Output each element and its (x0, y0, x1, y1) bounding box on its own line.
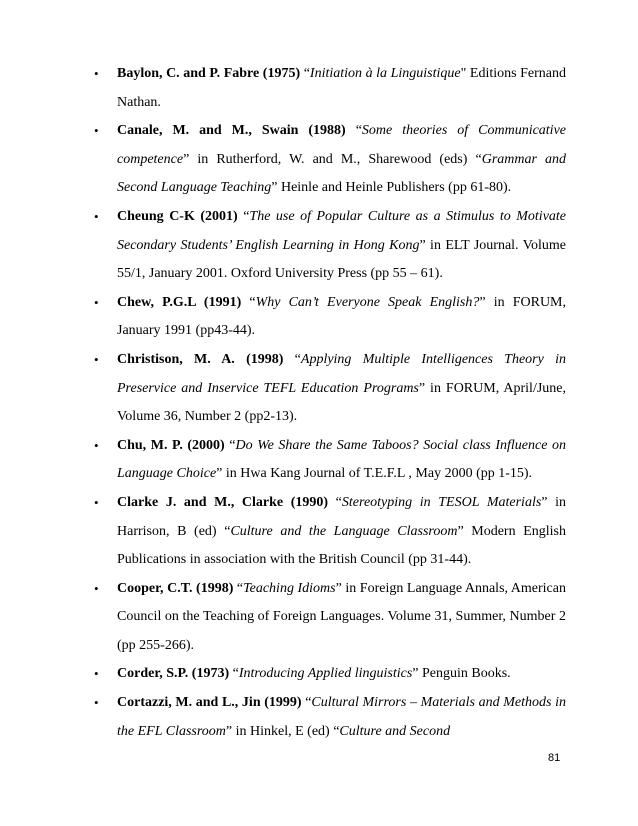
reference-text: ” in Rutherford, W. and M., Sharewood (eds) “ (183, 151, 482, 167)
bullet-icon: • (94, 351, 99, 367)
reference-title: Applying Multiple Intelligences Theory in Preservice and Inservice TEFL Education Programs (117, 351, 566, 396)
reference-title: Do We Share the Same Taboos? Social class Influence on Language Choice (117, 437, 566, 482)
reference-title: Some theories of Communicative competence (117, 123, 567, 167)
reference-text: ” Heinle and Heinle Publishers (pp 61-80). (271, 180, 512, 196)
bullet-icon: • (94, 294, 99, 310)
reference-author: Chew, P.G.L (1991) (117, 294, 242, 310)
reference-author: Chu, M. P. (2000) (117, 437, 225, 453)
reference-text: ” in Hinkel, E (ed) “ (225, 723, 340, 739)
reference-author: Baylon, C. and P. Fabre (1975) (117, 66, 301, 81)
bullet-icon: • (94, 123, 99, 139)
reference-text: “ (237, 208, 250, 224)
reference-title: Initiation à la Linguistique (309, 66, 461, 81)
reference-item (94, 432, 566, 489)
reference-text: “ (345, 123, 362, 139)
reference-item (94, 575, 566, 661)
reference-text: ” in Harrison, B (ed) “ (117, 494, 566, 539)
reference-text: “ (328, 494, 342, 510)
reference-text: ” in Hwa Kang Journal of T.E.F.L , May 2000 (pp 1-15). (216, 466, 533, 482)
reference-text: ” in FORUM, April/June, Volume 36, Number 2 (pp2-13). (117, 380, 566, 425)
bullet-icon: • (94, 580, 99, 596)
reference-item (94, 203, 566, 289)
bullet-icon: • (94, 695, 99, 711)
reference-text: ” Penguin Books. (412, 666, 511, 682)
reference-author: Cheung C-K (2001) (117, 208, 238, 224)
reference-author: Canale, M. and M., Swain (1988) (117, 123, 346, 139)
reference-title: Why Can’t Everyone Speak English? (255, 294, 480, 310)
reference-item (94, 689, 566, 746)
reference-title: Culture and the Language Classroom (230, 523, 458, 539)
reference-text: ” in Foreign Language Annals, American Council on the Teaching of Foreign Languages. Volume 31, Summer, Number 2 (pp 255-266). (117, 580, 566, 653)
reference-list (94, 60, 566, 746)
bullet-icon: • (94, 208, 99, 224)
reference-text: ” Modern English Publications in association with the British Council (pp 31-44). (117, 523, 566, 568)
reference-author: Corder, S.P. (1973) (117, 666, 230, 682)
reference-title: Stereotyping in TESOL Materials (341, 494, 542, 510)
reference-text: " Editions Fernand Nathan. (117, 66, 566, 110)
reference-text: “ (300, 66, 310, 81)
reference-text: “ (229, 666, 239, 682)
reference-title: Grammar and Second Language Teaching (117, 151, 567, 196)
reference-item (94, 346, 566, 432)
reference-author: Cortazzi, M. and L., Jin (1999) (117, 695, 302, 711)
reference-item (94, 60, 566, 117)
reference-item (94, 660, 566, 689)
reference-text: “ (301, 695, 312, 711)
bullet-icon: • (94, 666, 99, 682)
reference-item (94, 489, 566, 575)
reference-title: Cultural Mirrors – Materials and Methods in the EFL Classroom (117, 695, 566, 739)
reference-text: “ (283, 351, 301, 367)
reference-author: Cooper, C.T. (1998) (117, 580, 234, 596)
reference-text: “ (241, 294, 256, 310)
reference-author: Christison, M. A. (1998) (117, 351, 284, 367)
reference-title: The use of Popular Culture as a Stimulus to Motivate Secondary Students’ English Learning in Hong Kong (117, 208, 567, 253)
reference-text: “ (233, 580, 244, 596)
reference-item (94, 117, 566, 203)
reference-item (94, 289, 566, 346)
reference-author: Clarke J. and M., Clarke (1990) (117, 494, 329, 510)
reference-text: ” in ELT Journal. Volume 55/1, January 2001. Oxford University Press (pp 55 – 61). (117, 237, 566, 282)
page-number: 81 (548, 752, 561, 764)
bullet-icon: • (94, 494, 99, 510)
reference-text: “ (224, 437, 236, 453)
reference-text: ” in FORUM, January 1991 (pp43-44). (117, 294, 566, 339)
reference-title: Introducing Applied linguistics (238, 666, 413, 682)
bullet-icon: • (94, 66, 99, 81)
reference-title: Culture and Second (339, 723, 451, 739)
reference-title: Teaching Idioms (243, 580, 336, 596)
bullet-icon: • (94, 437, 99, 453)
